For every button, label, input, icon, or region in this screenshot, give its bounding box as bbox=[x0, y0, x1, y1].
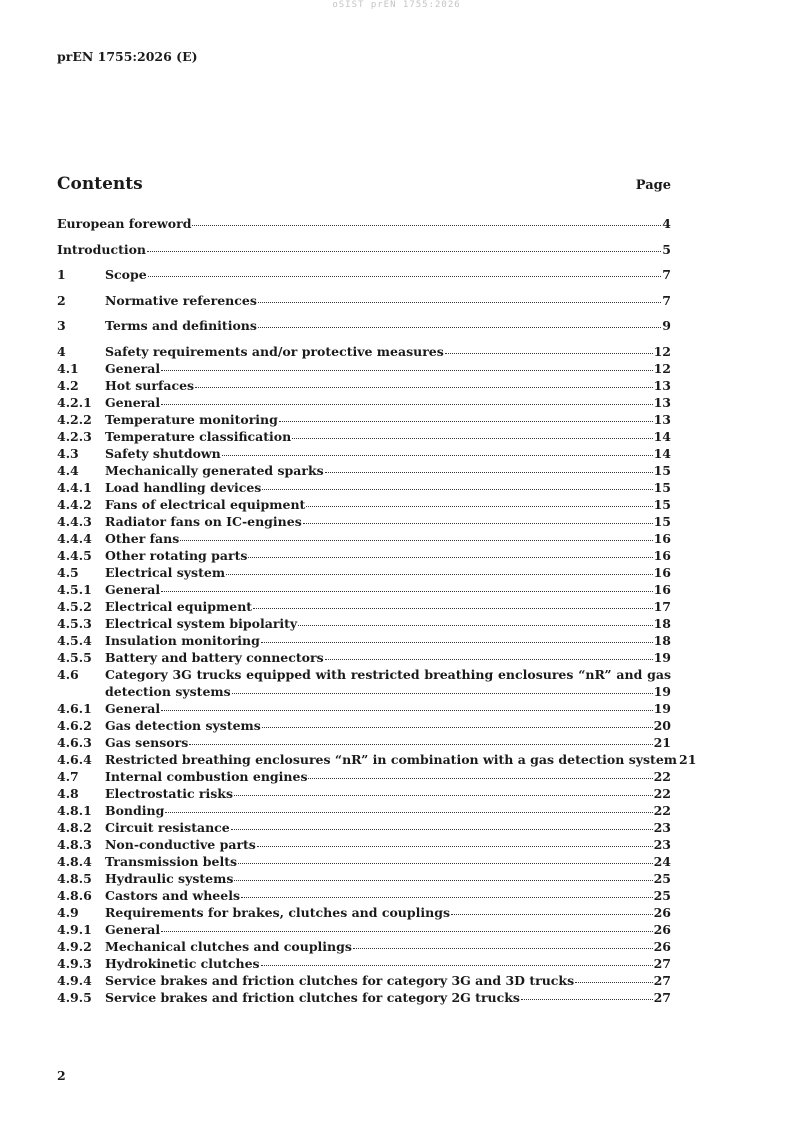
toc-page: 26 bbox=[653, 938, 671, 954]
toc-title: Category 3G trucks equipped with restricted breathing enclosures “nR” and gas bbox=[105, 666, 671, 682]
toc-page: 12 bbox=[653, 343, 671, 359]
toc-number: 4.3 bbox=[57, 445, 79, 461]
toc-entry[interactable] bbox=[57, 666, 671, 700]
toc-page: 15 bbox=[653, 496, 671, 512]
toc-page: 27 bbox=[653, 989, 671, 1005]
dot-leader bbox=[195, 387, 653, 388]
toc-title: Introduction bbox=[57, 241, 147, 257]
toc-number: 4 bbox=[57, 343, 66, 359]
toc-page: 17 bbox=[653, 598, 671, 614]
toc-page: 24 bbox=[653, 853, 671, 869]
toc-page: 19 bbox=[653, 649, 671, 665]
toc-number: 4.6 bbox=[57, 666, 79, 682]
toc-number: 4.9.1 bbox=[57, 921, 92, 937]
toc-number: 4.8.1 bbox=[57, 802, 92, 818]
toc-title: Service brakes and friction clutches for category 3G and 3D trucks bbox=[105, 972, 575, 988]
toc-title: Terms and definitions bbox=[105, 318, 257, 333]
dot-leader bbox=[189, 744, 652, 745]
toc-page: 23 bbox=[653, 836, 671, 852]
toc-page: 7 bbox=[662, 292, 671, 308]
toc-title: Electrostatic risks bbox=[105, 785, 234, 801]
toc-entry[interactable] bbox=[57, 751, 697, 768]
toc-title: Safety requirements and/or protective measures bbox=[105, 343, 444, 359]
toc-page: 5 bbox=[662, 241, 671, 257]
toc-entry[interactable] bbox=[57, 734, 671, 751]
toc-number: 4.4.3 bbox=[57, 513, 92, 529]
dot-leader bbox=[575, 982, 652, 983]
toc-title: Safety shutdown bbox=[105, 445, 221, 461]
toc-title: Mechanically generated sparks bbox=[105, 462, 324, 478]
toc-number: 4.5.3 bbox=[57, 615, 92, 631]
toc-title: Hydraulic systems bbox=[105, 870, 234, 886]
toc-number: 4.6.2 bbox=[57, 717, 92, 733]
toc-entry[interactable] bbox=[57, 649, 671, 666]
toc-entry[interactable] bbox=[57, 768, 671, 785]
toc-title-continued: detection systems bbox=[105, 683, 231, 699]
toc-entry[interactable] bbox=[57, 785, 671, 802]
toc-number: 4.9.3 bbox=[57, 955, 92, 971]
toc-title: Load handling devices bbox=[105, 479, 262, 495]
dot-leader bbox=[222, 455, 653, 456]
toc-entry[interactable] bbox=[57, 938, 671, 955]
toc-title: General bbox=[105, 921, 161, 937]
contents-title: Contents bbox=[57, 174, 143, 194]
dot-leader bbox=[241, 897, 653, 898]
dot-leader bbox=[180, 540, 652, 541]
table-of-contents bbox=[57, 215, 697, 1006]
dot-leader bbox=[353, 948, 653, 949]
toc-entry[interactable] bbox=[57, 411, 671, 428]
toc-entry[interactable] bbox=[57, 266, 671, 283]
toc-title: Electrical equipment bbox=[105, 598, 253, 614]
toc-entry[interactable] bbox=[57, 853, 671, 870]
toc-page: 18 bbox=[653, 632, 671, 648]
toc-title: Mechanical clutches and couplings bbox=[105, 938, 352, 954]
toc-title: Castors and wheels bbox=[105, 887, 240, 903]
toc-entry[interactable] bbox=[57, 479, 671, 496]
toc-number: 4.9.4 bbox=[57, 972, 92, 988]
toc-entry[interactable] bbox=[57, 462, 671, 479]
toc-page: 14 bbox=[653, 428, 671, 444]
toc-number: 4.4.5 bbox=[57, 547, 92, 563]
dot-leader bbox=[261, 642, 653, 643]
toc-title: Circuit resistance bbox=[105, 819, 230, 835]
toc-page: 13 bbox=[653, 377, 671, 393]
toc-title: Insulation monitoring bbox=[105, 632, 260, 648]
toc-entry[interactable] bbox=[57, 819, 671, 836]
dot-leader bbox=[279, 421, 653, 422]
toc-number: 4.9.5 bbox=[57, 989, 92, 1005]
dot-leader bbox=[161, 404, 652, 405]
toc-entry[interactable] bbox=[57, 904, 671, 921]
toc-page: 15 bbox=[653, 479, 671, 495]
toc-page: 19 bbox=[653, 683, 671, 699]
dot-leader bbox=[258, 302, 661, 303]
dot-leader bbox=[234, 795, 653, 796]
toc-entry[interactable] bbox=[57, 428, 671, 445]
toc-page: 16 bbox=[653, 530, 671, 546]
toc-number: 4.2 bbox=[57, 377, 79, 393]
toc-entry[interactable] bbox=[57, 921, 671, 938]
toc-page: 7 bbox=[662, 267, 671, 282]
toc-page: 22 bbox=[653, 802, 671, 818]
toc-number: 4.8.2 bbox=[57, 819, 92, 835]
toc-page: 23 bbox=[653, 819, 671, 835]
toc-title: Electrical system bipolarity bbox=[105, 615, 298, 631]
toc-number: 4.5.5 bbox=[57, 649, 92, 665]
dot-leader bbox=[451, 914, 653, 915]
toc-title: Gas sensors bbox=[105, 734, 189, 750]
dot-leader bbox=[445, 353, 653, 354]
toc-entry[interactable] bbox=[57, 292, 671, 309]
toc-page: 21 bbox=[679, 751, 697, 767]
toc-number: 4.2.2 bbox=[57, 411, 92, 427]
dot-leader bbox=[262, 489, 652, 490]
toc-page: 20 bbox=[653, 717, 671, 733]
toc-entry[interactable] bbox=[57, 215, 671, 232]
toc-number: 1 bbox=[57, 267, 66, 282]
toc-page: 15 bbox=[653, 462, 671, 478]
toc-title: Temperature monitoring bbox=[105, 411, 278, 427]
dot-leader bbox=[308, 778, 652, 779]
dot-leader bbox=[248, 557, 652, 558]
dot-leader bbox=[231, 829, 653, 830]
page-number: 2 bbox=[57, 1068, 66, 1083]
toc-number: 3 bbox=[57, 318, 66, 333]
toc-number: 4.6.1 bbox=[57, 700, 92, 716]
toc-page: 25 bbox=[653, 887, 671, 903]
toc-title: General bbox=[105, 700, 161, 716]
toc-entry[interactable] bbox=[57, 377, 671, 394]
toc-page: 26 bbox=[653, 904, 671, 920]
dot-leader bbox=[257, 846, 653, 847]
toc-number: 4.4.4 bbox=[57, 530, 92, 546]
toc-page: 12 bbox=[653, 360, 671, 376]
toc-title: European foreword bbox=[57, 216, 192, 231]
dot-leader bbox=[306, 506, 652, 507]
toc-entry[interactable] bbox=[57, 598, 671, 615]
toc-number: 4.8.4 bbox=[57, 853, 92, 869]
toc-page: 4 bbox=[662, 216, 671, 231]
toc-entry[interactable] bbox=[57, 581, 671, 598]
toc-title: General bbox=[105, 581, 161, 597]
toc-entry[interactable] bbox=[57, 513, 671, 530]
toc-number: 4.2.3 bbox=[57, 428, 92, 444]
toc-number: 4.5 bbox=[57, 564, 79, 580]
dot-leader bbox=[261, 965, 653, 966]
toc-number: 4.2.1 bbox=[57, 394, 92, 410]
toc-entry[interactable] bbox=[57, 836, 671, 853]
toc-page: 27 bbox=[653, 972, 671, 988]
toc-title: Hot surfaces bbox=[105, 377, 195, 393]
toc-number: 4.9 bbox=[57, 904, 79, 920]
dot-leader bbox=[292, 438, 652, 439]
toc-number: 4.8.6 bbox=[57, 887, 92, 903]
toc-number: 4.7 bbox=[57, 768, 79, 784]
toc-number: 2 bbox=[57, 292, 66, 308]
dot-leader bbox=[165, 812, 652, 813]
toc-number: 4.1 bbox=[57, 360, 79, 376]
toc-number: 4.4.2 bbox=[57, 496, 92, 512]
watermark: oSIST prEN 1755:2026 bbox=[332, 0, 461, 10]
toc-entry[interactable] bbox=[57, 394, 671, 411]
toc-title: Radiator fans on IC-engines bbox=[105, 513, 302, 529]
toc-entry[interactable] bbox=[57, 317, 671, 334]
dot-leader bbox=[258, 327, 661, 328]
toc-title: Transmission belts bbox=[105, 853, 238, 869]
toc-page: 16 bbox=[653, 581, 671, 597]
toc-entry[interactable] bbox=[57, 632, 671, 649]
toc-page: 16 bbox=[653, 547, 671, 563]
toc-title: Requirements for brakes, clutches and couplings bbox=[105, 904, 451, 920]
dot-leader bbox=[161, 370, 652, 371]
toc-entry[interactable] bbox=[57, 972, 671, 989]
toc-entry[interactable] bbox=[57, 564, 671, 581]
toc-entry[interactable] bbox=[57, 445, 671, 462]
toc-title: General bbox=[105, 360, 161, 376]
toc-entry[interactable] bbox=[57, 547, 671, 564]
toc-title: Fans of electrical equipment bbox=[105, 496, 306, 512]
toc-entry[interactable] bbox=[57, 343, 671, 360]
dot-leader bbox=[298, 625, 652, 626]
toc-page: 21 bbox=[653, 734, 671, 750]
toc-entry[interactable] bbox=[57, 955, 671, 972]
toc-page: 9 bbox=[662, 318, 671, 333]
toc-number: 4.8.3 bbox=[57, 836, 92, 852]
dot-leader bbox=[521, 999, 653, 1000]
toc-title: General bbox=[105, 394, 161, 410]
toc-title: Hydrokinetic clutches bbox=[105, 955, 260, 971]
dot-leader bbox=[161, 931, 652, 932]
dot-leader bbox=[262, 727, 653, 728]
toc-entry[interactable] bbox=[57, 989, 671, 1006]
dot-leader bbox=[325, 472, 653, 473]
toc-page: 27 bbox=[653, 955, 671, 971]
toc-entry[interactable] bbox=[57, 360, 671, 377]
toc-number: 4.6.3 bbox=[57, 734, 92, 750]
toc-number: 4.5.4 bbox=[57, 632, 92, 648]
toc-entry[interactable] bbox=[57, 870, 671, 887]
dot-leader bbox=[226, 574, 653, 575]
document-id: prEN 1755:2026 (E) bbox=[57, 49, 198, 64]
toc-entry[interactable] bbox=[57, 496, 671, 513]
toc-entry[interactable] bbox=[57, 802, 671, 819]
toc-page: 13 bbox=[653, 394, 671, 410]
dot-leader bbox=[192, 225, 661, 226]
dot-leader bbox=[303, 523, 653, 524]
dot-leader bbox=[147, 251, 661, 252]
toc-page: 19 bbox=[653, 700, 671, 716]
toc-title: Service brakes and friction clutches for category 2G trucks bbox=[105, 989, 520, 1005]
toc-page: 14 bbox=[653, 445, 671, 461]
dot-leader bbox=[161, 710, 652, 711]
toc-number: 4.5.2 bbox=[57, 598, 92, 614]
toc-entry[interactable] bbox=[57, 530, 671, 547]
toc-title: Restricted breathing enclosures “nR” in combination with a gas detection system bbox=[105, 751, 678, 767]
toc-page: 13 bbox=[653, 411, 671, 427]
toc-entry[interactable] bbox=[57, 700, 671, 717]
toc-title: Internal combustion engines bbox=[105, 768, 308, 784]
toc-entry[interactable] bbox=[57, 717, 671, 734]
contents-header bbox=[57, 174, 671, 194]
toc-title: Battery and battery connectors bbox=[105, 649, 324, 665]
toc-entry[interactable] bbox=[57, 615, 671, 632]
toc-number: 4.6.4 bbox=[57, 751, 92, 767]
dot-leader bbox=[148, 276, 662, 277]
dot-leader bbox=[238, 863, 653, 864]
toc-title: Gas detection systems bbox=[105, 717, 261, 733]
toc-title: Other rotating parts bbox=[105, 547, 248, 563]
toc-number: 4.8.5 bbox=[57, 870, 92, 886]
toc-title: Bonding bbox=[105, 802, 165, 818]
toc-title: Scope bbox=[105, 267, 147, 282]
toc-entry[interactable] bbox=[57, 887, 671, 904]
toc-title: Non-conductive parts bbox=[105, 836, 256, 852]
toc-page: 22 bbox=[653, 785, 671, 801]
toc-page: 18 bbox=[653, 615, 671, 631]
dot-leader bbox=[234, 880, 652, 881]
toc-page: 25 bbox=[653, 870, 671, 886]
toc-page: 16 bbox=[653, 564, 671, 580]
dot-leader bbox=[253, 608, 653, 609]
toc-number: 4.9.2 bbox=[57, 938, 92, 954]
toc-number: 4.4 bbox=[57, 462, 79, 478]
toc-title: Temperature classification bbox=[105, 428, 292, 444]
toc-page: 22 bbox=[653, 768, 671, 784]
toc-number: 4.5.1 bbox=[57, 581, 92, 597]
toc-page: 15 bbox=[653, 513, 671, 529]
toc-title: Other fans bbox=[105, 530, 180, 546]
dot-leader bbox=[161, 591, 652, 592]
page-column-label: Page bbox=[635, 178, 671, 193]
toc-entry[interactable] bbox=[57, 241, 671, 258]
dot-leader bbox=[325, 659, 653, 660]
toc-number: 4.8 bbox=[57, 785, 79, 801]
toc-title: Electrical system bbox=[105, 564, 226, 580]
toc-number: 4.4.1 bbox=[57, 479, 92, 495]
toc-title: Normative references bbox=[105, 292, 257, 308]
toc-page: 26 bbox=[653, 921, 671, 937]
dot-leader bbox=[232, 693, 653, 694]
